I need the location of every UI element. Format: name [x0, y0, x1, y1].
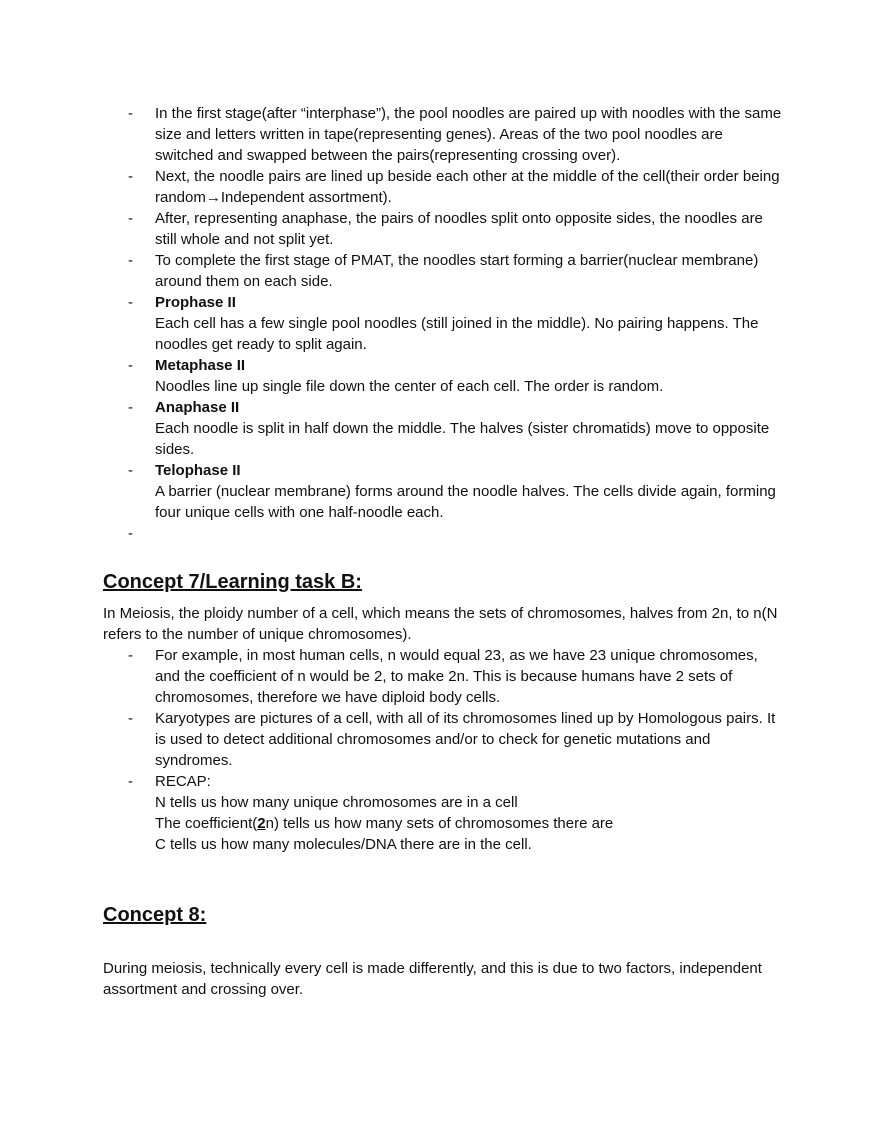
list-item-metaphase-ii [103, 355, 783, 397]
stage-title: Anaphase II [155, 399, 240, 416]
bullet-dash: - [128, 773, 133, 790]
stage-text: A barrier (nuclear membrane) forms around the noodle halves. The cells divide again, forming four unique cells with one half-noodle each. [155, 483, 776, 521]
list-item [103, 166, 783, 208]
list-item-text: In the first stage(after “interphase”), the pool noodles are paired up with noodles with the same size and letters written in tape(representing genes). Areas of the two pool noodles are switched and swapped between the pairs(representing crossing over). [155, 105, 782, 164]
coefficient-value: 2 [257, 815, 266, 832]
stage-title: Telophase II [155, 462, 241, 479]
list-item-text: For example, in most human cells, n would equal 23, as we have 23 unique chromosomes, and the coefficient of n would be 2, to make 2n. This is because humans have 2 sets of chromosomes, therefore we have diploid body cells. [155, 647, 758, 706]
bullet-dash: - [128, 462, 133, 479]
list-item-telophase-ii [103, 460, 783, 523]
recap-line-pre: The coefficient( [155, 815, 258, 832]
bullet-dash: - [128, 168, 133, 185]
concept-8-text: During meiosis, technically every cell is made differently, and this is due to two factors, independent assortment and crossing over. [103, 960, 762, 998]
list-item-text: After, representing anaphase, the pairs of noodles split onto opposite sides, the noodles are still whole and not split yet. [155, 210, 763, 248]
concept-7-list [103, 645, 783, 855]
stage-text: Noodles line up single file down the center of each cell. The order is random. [155, 378, 664, 395]
recap-line-post: n) tells us how many sets of chromosomes there are [265, 815, 614, 832]
list-item-prophase-ii [103, 292, 783, 355]
stage-text: Each noodle is split in half down the middle. The halves (sister chromatids) move to opposite sides. [155, 420, 770, 458]
stage-title: Prophase II [155, 294, 236, 311]
bullet-dash: - [128, 357, 133, 374]
recap-title: RECAP: [155, 773, 211, 790]
bullet-dash: - [128, 710, 133, 727]
recap-line: C tells us how many molecules/DNA there are in the cell. [155, 836, 532, 853]
list-item [103, 208, 783, 250]
stage-title: Metaphase II [155, 357, 246, 374]
bullet-dash: - [128, 210, 133, 227]
recap-line [155, 813, 783, 834]
list-item [103, 645, 783, 708]
list-item [103, 250, 783, 292]
list-item-text: Karyotypes are pictures of a cell, with all of its chromosomes lined up by Homologous pairs. It is used to detect additional chromosomes and/or to check for genetic mutations and syndromes. [155, 710, 776, 769]
list-item [103, 708, 783, 771]
concept-8-heading: Concept 8: [103, 904, 207, 926]
recap-line: N tells us how many unique chromosomes are in a cell [155, 794, 518, 811]
stage-text: Each cell has a few single pool noodles (still joined in the middle). No pairing happens. The noodles get ready to split again. [155, 315, 759, 353]
bullet-dash: - [128, 105, 133, 122]
list-item-text: Next, the noodle pairs are lined up beside each other at the middle of the cell(their order being random→Independent assortment). [155, 168, 780, 206]
meiosis-stages-list [103, 103, 783, 544]
bullet-dash: - [128, 525, 133, 542]
list-item-empty [103, 523, 783, 544]
bullet-dash: - [128, 252, 133, 269]
bullet-dash: - [128, 399, 133, 416]
concept-7-intro: In Meiosis, the ploidy number of a cell, which means the sets of chromosomes, halves from 2n, to n(N refers to the number of unique chromosomes). [103, 605, 778, 643]
concept-7-heading: Concept 7/Learning task B: [103, 571, 362, 593]
list-item-anaphase-ii [103, 397, 783, 460]
list-item [103, 103, 783, 166]
list-item-text: To complete the first stage of PMAT, the noodles start forming a barrier(nuclear membrane) around them on each side. [155, 252, 759, 290]
bullet-dash: - [128, 647, 133, 664]
list-item-recap [103, 771, 783, 855]
bullet-dash: - [128, 294, 133, 311]
